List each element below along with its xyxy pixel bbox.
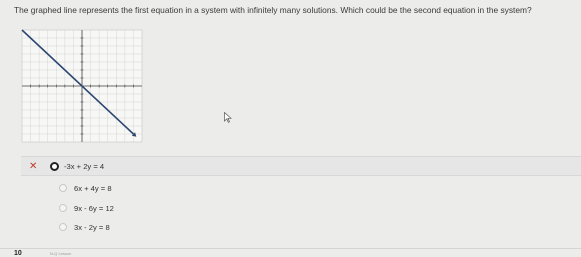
radio-selected-icon[interactable]: [50, 162, 59, 171]
question-number: 10: [14, 250, 22, 257]
radio-icon[interactable]: [59, 204, 67, 212]
answer-option-label: -3x + 2y = 4: [64, 161, 105, 171]
radio-icon[interactable]: [59, 184, 67, 192]
answer-option-label: 3x - 2y = 8: [74, 222, 110, 232]
mouse-cursor-icon: [224, 110, 232, 128]
graph-svg: [20, 28, 144, 144]
footer-caption: N-Q Lesson: [50, 251, 72, 256]
radio-icon[interactable]: [59, 223, 67, 231]
answer-option-selected[interactable]: [21, 156, 581, 176]
coordinate-graph: [20, 28, 144, 144]
incorrect-x-icon: ✕: [29, 160, 38, 172]
question-text: The graphed line represents the first equation in a system with infinitely many solutions. Which could be the second equation in the system?: [14, 5, 532, 15]
answer-option-2[interactable]: [59, 179, 112, 197]
footer-divider: [0, 248, 581, 249]
answer-option-label: 9x - 6y = 12: [74, 203, 114, 213]
answer-option-4[interactable]: [59, 218, 110, 236]
answer-option-3[interactable]: [59, 199, 114, 217]
answer-option-label: 6x + 4y = 8: [74, 183, 112, 193]
